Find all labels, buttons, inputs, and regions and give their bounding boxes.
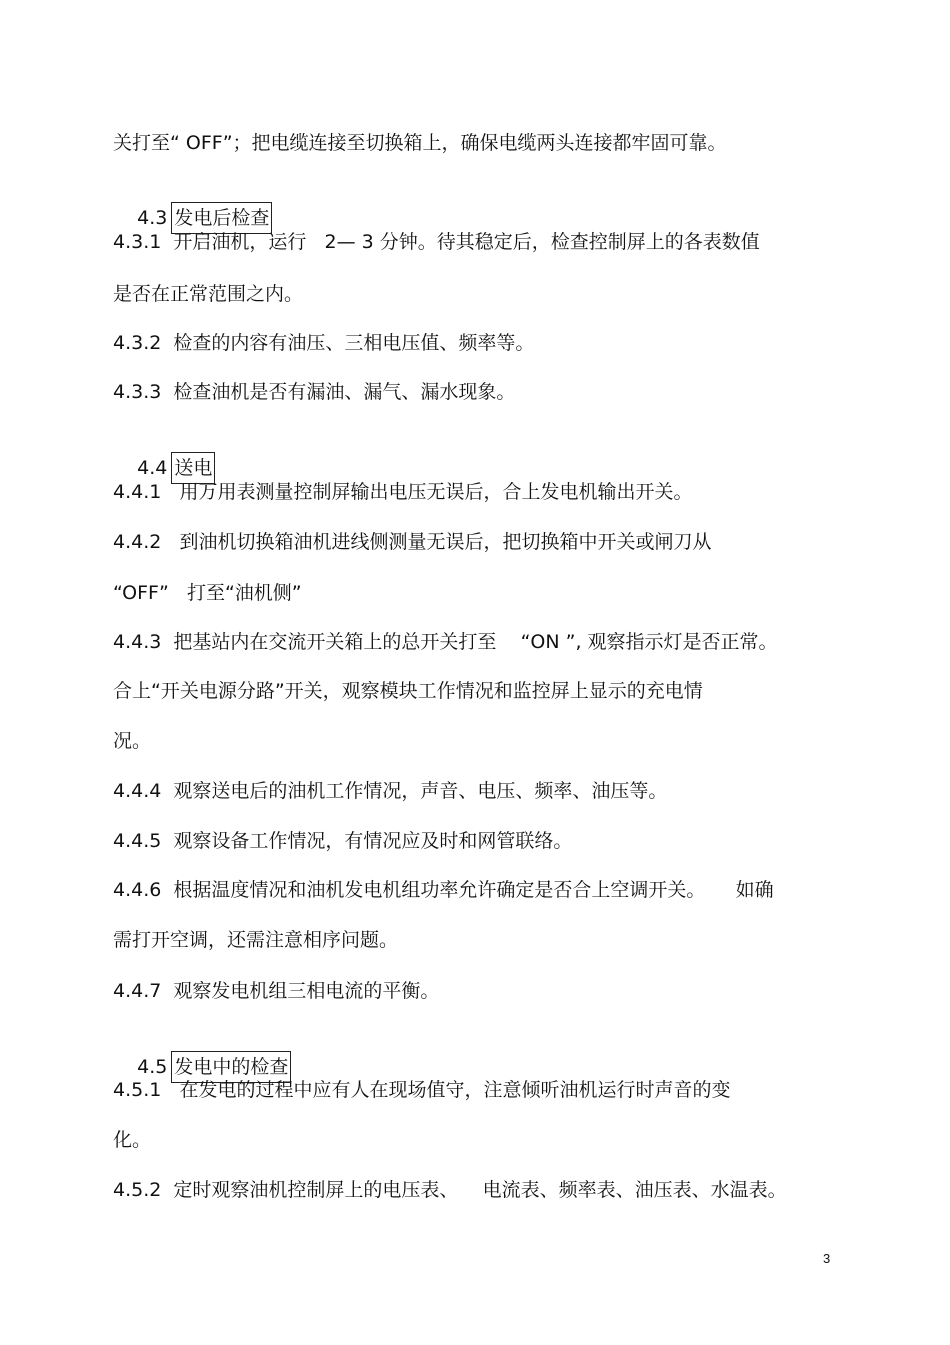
paragraph-line: 关打至“ OFF”；把电缆连接至切换箱上，确保电缆两头连接都牢固可靠。 — [113, 132, 727, 154]
paragraph-line: 4.3.2 检查的内容有油压、三相电压值、频率等。 — [113, 332, 535, 354]
section-number: 4.4 — [137, 457, 168, 479]
paragraph-line: 4.4.5 观察设备工作情况，有情况应及时和网管联络。 — [113, 830, 573, 852]
page-number: 3 — [823, 1251, 831, 1266]
paragraph-line: 是否在正常范围之内。 — [113, 283, 304, 305]
paragraph-line: 4.4.4 观察送电后的油机工作情况，声音、电压、频率、油压等。 — [113, 780, 668, 802]
paragraph-line: 4.4.1 用万用表测量控制屏输出电压无误后，合上发电机输出开关。 — [113, 481, 693, 503]
paragraph-line: 化。 — [113, 1129, 152, 1151]
section-title-box: 发电后检查 — [171, 202, 272, 234]
paragraph-line: 4.5.2 定时观察油机控制屏上的电压表、 电流表、频率表、油压表、水温表。 — [113, 1179, 787, 1201]
section-title-box: 送电 — [171, 452, 215, 484]
paragraph-line: 4.3.3 检查油机是否有漏油、漏气、漏水现象。 — [113, 381, 516, 403]
section-title-box: 发电中的检查 — [171, 1051, 291, 1083]
section-number: 4.5 — [137, 1056, 168, 1078]
paragraph-line: “OFF” 打至“油机侧” — [113, 582, 302, 604]
paragraph-line: 需打开空调，还需注意相序问题。 — [113, 929, 399, 951]
paragraph-line: 合上“开关电源分路”开关，观察模块工作情况和监控屏上显示的充电情 — [113, 680, 703, 702]
paragraph-line: 4.3.1 开启油机，运行 2— 3 分钟。待其稳定后，检查控制屏上的各表数值 — [113, 231, 760, 253]
paragraph-line: 4.5.1 在发电的过程中应有人在现场值守，注意倾听油机运行时声音的变 — [113, 1079, 731, 1101]
paragraph-line: 4.4.7 观察发电机组三相电流的平衡。 — [113, 980, 440, 1002]
paragraph-line: 4.4.2 到油机切换箱油机进线侧测量无误后，把切换箱中开关或闸刀从 — [113, 531, 712, 553]
paragraph-line: 4.4.3 把基站内在交流开关箱上的总开关打至 “ON ”, 观察指示灯是否正常。 — [113, 631, 778, 653]
paragraph-line: 况。 — [113, 730, 152, 752]
paragraph-line: 4.4.6 根据温度情况和油机发电机组功率允许确定是否合上空调开关。 如确 — [113, 879, 774, 901]
section-number: 4.3 — [137, 207, 168, 229]
